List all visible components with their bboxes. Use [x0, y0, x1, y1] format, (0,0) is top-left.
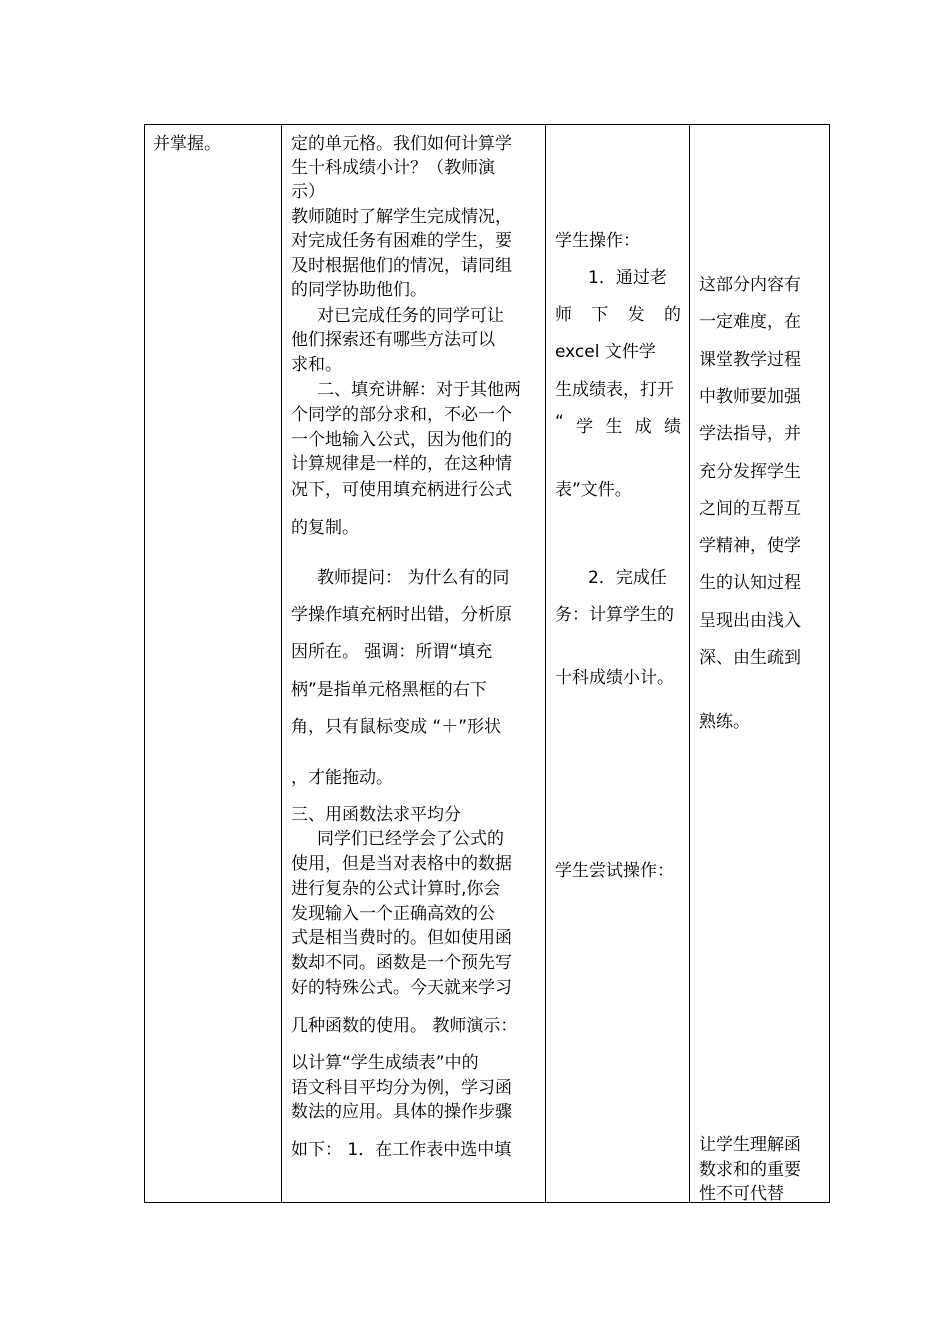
column-divider [545, 125, 546, 1202]
text-line: ，才能拖动。 [291, 768, 393, 788]
text-line: 以计算“学生成绩表”中的 [291, 1053, 479, 1073]
text-line: excel 文件学 [555, 342, 656, 362]
text-line: 深、由生疏到 [699, 648, 801, 668]
text-line: 式是相当费时的。但如使用函 [291, 928, 512, 948]
text-segment: 的 [663, 305, 681, 325]
text-line: 个同学的部分求和，不必一个 [291, 405, 512, 425]
text-segment: 下 [591, 305, 609, 325]
text-line: 发现输入一个正确高效的公 [291, 904, 495, 924]
text-line: 因所在。 强调：所谓“填充 [291, 642, 493, 662]
text-line-justified [555, 412, 681, 437]
text-segment: “ [555, 412, 564, 432]
lesson-plan-table [144, 124, 830, 1203]
text-line: 充分发挥学生 [699, 462, 801, 482]
column-divider [281, 125, 282, 1202]
text-line-justified [555, 300, 681, 325]
text-line: 十科成绩小计。 [555, 668, 674, 688]
text-line: 熟练。 [699, 712, 750, 732]
text-line: 角，只有鼠标变成 “＋”形状 [291, 717, 502, 737]
text-segment: 师 [555, 305, 572, 325]
text-line: 让学生理解函 [699, 1135, 801, 1155]
text-line: 及时根据他们的情况，请同组 [291, 256, 512, 276]
text-line: 对完成任务有困难的学生，要 [291, 231, 512, 251]
text-line: 数却不同。函数是一个预先写 [291, 953, 512, 973]
text-line: 一定难度，在 [699, 312, 801, 332]
text-line: 生十科成绩小计？（教师演 [291, 158, 495, 178]
text-line: 的同学协助他们。 [291, 280, 427, 300]
text-line: 教师提问： 为什么有的同 [317, 568, 510, 588]
text-line: 好的特殊公式。今天就来学习 [291, 978, 512, 998]
text-segment: 成 [634, 417, 652, 437]
text-line: 二、填充讲解：对于其他两 [317, 380, 521, 400]
text-line: 学法指导，并 [699, 424, 801, 444]
text-line: 之间的互帮互 [699, 499, 801, 519]
text-line: 同学们已经学会了公式的 [317, 829, 504, 849]
text-segment: 发 [627, 305, 645, 325]
text-line: 定的单元格。我们如何计算学 [291, 134, 512, 154]
text-line: 数法的应用。具体的操作步骤 [291, 1102, 512, 1122]
text-line: 况下，可使用填充柄进行公式 [291, 480, 512, 500]
objective-text: 并掌握。 [153, 134, 221, 154]
text-line: 语文科目平均分为例，学习函 [291, 1078, 512, 1098]
text-line: 课堂教学过程 [699, 350, 801, 370]
text-line: 务：计算学生的 [555, 605, 674, 625]
text-line: 生成绩表，打开 [555, 380, 674, 400]
column-divider [689, 125, 690, 1202]
text-line: 呈现出由浅入 [699, 611, 801, 631]
text-line: 使用，但是当对表格中的数据 [291, 854, 512, 874]
text-line: 几种函数的使用。 教师演示： [291, 1016, 518, 1036]
text-segment: 生 [605, 417, 623, 437]
text-segment: 学 [576, 417, 594, 437]
text-line: 学生尝试操作： [555, 861, 674, 881]
text-line: 学生操作： [555, 231, 640, 251]
text-line: 对已完成任务的同学可让 [317, 306, 504, 326]
text-line: 一个地输入公式，因为他们的 [291, 430, 512, 450]
text-line: 他们探索还有哪些方法可以 [291, 330, 495, 350]
text-line: 柄”是指单元格黑框的右下 [291, 680, 487, 700]
text-line: 这部分内容有 [699, 275, 801, 295]
text-line: 示） [291, 182, 325, 202]
text-line: 求和。 [291, 355, 342, 375]
text-line: 的复制。 [291, 518, 359, 538]
text-line: 进行复杂的公式计算时,你会 [291, 879, 501, 899]
text-line: 三、用函数法求平均分 [291, 805, 461, 825]
text-line: 计算规律是一样的，在这种情 [291, 454, 512, 474]
text-line: 如下： 1．在工作表中选中填 [291, 1140, 512, 1160]
text-line: 中教师要加强 [699, 387, 801, 407]
text-line: 学操作填充柄时出错，分析原 [291, 605, 512, 625]
text-line: 生的认知过程 [699, 573, 801, 593]
text-segment: 绩 [664, 417, 681, 437]
text-line: 1．通过老 [588, 268, 667, 288]
text-line: 学精神，使学 [699, 536, 801, 556]
text-line: 性不可代替 [699, 1184, 784, 1204]
text-line: 2．完成任 [588, 568, 667, 588]
text-line: 表”文件。 [555, 480, 632, 500]
text-line: 教师随时了解学生完成情况， [291, 207, 512, 227]
text-line: 数求和的重要 [699, 1160, 801, 1180]
